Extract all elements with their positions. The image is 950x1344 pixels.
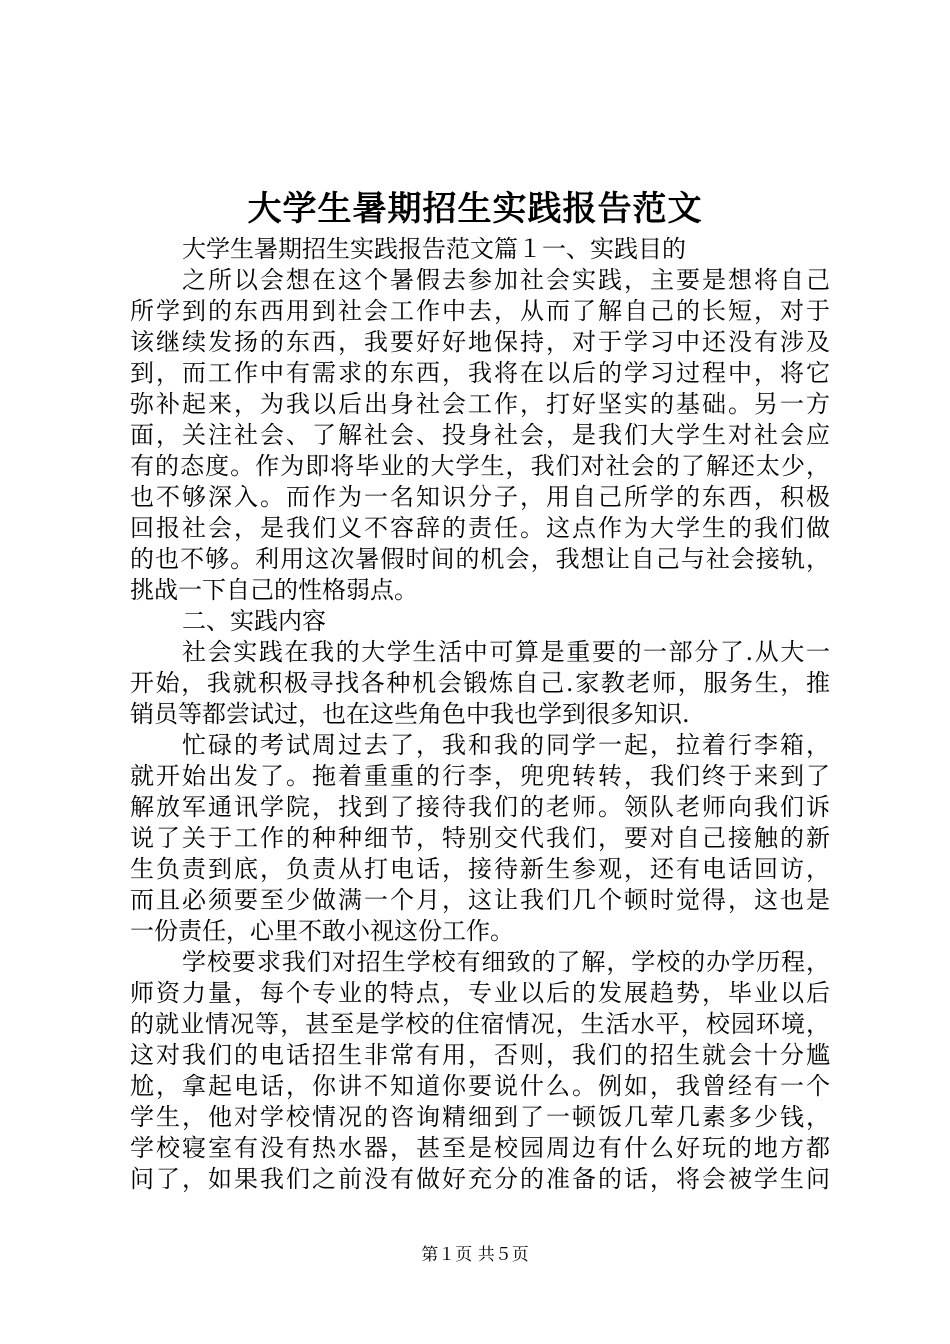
text-line: 的就业情况等，甚至是学校的住宿情况，生活水平，校园环境， xyxy=(130,1010,830,1038)
document-title: 大学生暑期招生实践报告范文 xyxy=(247,189,703,229)
text-line: 说了关于工作的种种细节，特别交代我们，要对自己接触的新 xyxy=(130,824,830,852)
text-line: 一份责任，心里不敢小视这份工作。 xyxy=(130,917,514,945)
text-line: 销员等都尝试过，也在这些角色中我也学到很多知识. xyxy=(130,700,690,728)
text-line: 二、实践内容 xyxy=(182,607,326,635)
text-line: 该继续发扬的东西，我要好好地保持，对于学习中还没有涉及 xyxy=(130,328,830,356)
text-line: 弥补起来，为我以后出身社会工作，打好坚实的基础。另一方 xyxy=(130,390,830,418)
text-line: 解放军通讯学院，找到了接待我们的老师。领队老师向我们诉 xyxy=(130,793,830,821)
text-line: 开始，我就积极寻找各种机会锻炼自己.家教老师，服务生，推 xyxy=(130,669,830,697)
text-line: 问了，如果我们之前没有做好充分的准备的话，将会被学生问 xyxy=(130,1165,830,1193)
document-body xyxy=(130,234,830,1195)
text-line: 到，而工作中有需求的东西，我将在以后的学习过程中，将它 xyxy=(130,359,830,387)
text-line: 面，关注社会、了解社会、投身社会，是我们大学生对社会应 xyxy=(130,421,830,449)
text-line: 而且必须要至少做满一个月，这让我们几个顿时觉得，这也是 xyxy=(130,886,830,914)
text-line: 挑战一下自己的性格弱点。 xyxy=(130,576,418,604)
text-line: 就开始出发了。拖着重重的行李，兜兜转转，我们终于来到了 xyxy=(130,762,830,790)
text-line: 这对我们的电话招生非常有用，否则，我们的招生就会十分尴 xyxy=(130,1041,830,1069)
text-line: 有的态度。作为即将毕业的大学生，我们对社会的了解还太少， xyxy=(130,452,830,480)
text-line: 社会实践在我的大学生活中可算是重要的一部分了.从大一 xyxy=(182,638,830,666)
text-line: 忙碌的考试周过去了，我和我的同学一起，拉着行李箱， xyxy=(182,731,830,759)
page-footer: 第１页 共５页 xyxy=(421,1245,529,1265)
text-line: 所学到的东西用到社会工作中去，从而了解自己的长短，对于 xyxy=(130,297,830,325)
text-line: 学生，他对学校情况的咨询精细到了一顿饭几荤几素多少钱， xyxy=(130,1103,830,1131)
text-line: 师资力量，每个专业的特点，专业以后的发展趋势，毕业以后 xyxy=(130,979,830,1007)
text-line: 生负责到底，负责从打电话，接待新生参观，还有电话回访， xyxy=(130,855,830,883)
text-line: 学校要求我们对招生学校有细致的了解，学校的办学历程， xyxy=(182,948,830,976)
text-line: 也不够深入。而作为一名知识分子，用自己所学的东西，积极 xyxy=(130,483,830,511)
text-line: 尬，拿起电话，你讲不知道你要说什么。例如，我曾经有一个 xyxy=(130,1072,830,1100)
text-line: 大学生暑期招生实践报告范文篇１一、实践目的 xyxy=(182,235,686,263)
text-line: 学校寝室有没有热水器，甚至是校园周边有什么好玩的地方都 xyxy=(130,1134,830,1162)
text-line: 回报社会，是我们义不容辞的责任。这点作为大学生的我们做 xyxy=(130,514,830,542)
text-line: 的也不够。利用这次暑假时间的机会，我想让自己与社会接轨， xyxy=(130,545,830,573)
text-line: 之所以会想在这个暑假去参加社会实践，主要是想将自己 xyxy=(182,266,830,294)
